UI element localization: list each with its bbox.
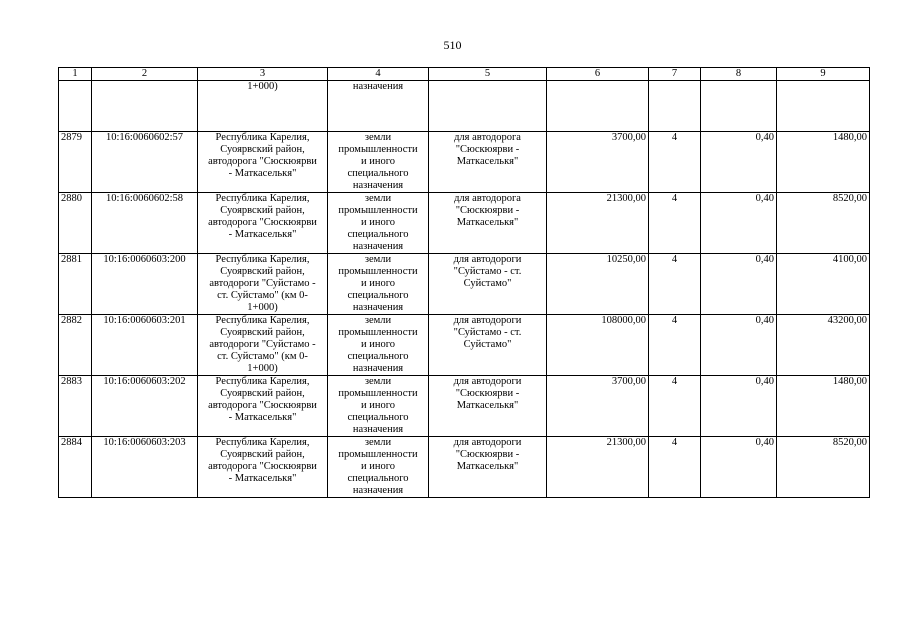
location-cell-line: Республика Карелия,: [215, 254, 310, 265]
location-cell-line: автодорога "Сюскюярви: [208, 461, 317, 472]
col9-cell: 43200,00: [777, 315, 870, 376]
location-cell-line: автодорога "Сюскюярви: [208, 156, 317, 167]
area-cell: 3700,00: [547, 132, 649, 193]
permitted-use-cell-line: для автодороги: [453, 437, 522, 448]
area-cell: 21300,00: [547, 437, 649, 498]
location-cell-line: ст. Суйстамо" (км 0-: [217, 351, 308, 362]
permitted-use-cell-line: "Сюскюярви -: [455, 144, 520, 155]
location-cell: 1+000): [198, 81, 328, 132]
permitted-use-cell: [429, 437, 547, 498]
land-registry-table: [58, 67, 870, 498]
cadastral-number-cell: 10:16:0060603:203: [92, 437, 198, 498]
location-cell-line: Суоярвский район,: [220, 327, 305, 338]
category-cell: [328, 254, 429, 315]
location-cell: [198, 132, 328, 193]
category-cell-line: назначения: [352, 180, 404, 191]
location-cell-line: - Маткаселькя": [228, 168, 297, 179]
col-header: 6: [547, 68, 649, 81]
col9-cell: 4100,00: [777, 254, 870, 315]
row-number-cell: 2884: [59, 437, 92, 498]
category-cell-line: промышленности: [338, 266, 418, 277]
location-cell-line: Республика Карелия,: [215, 193, 310, 204]
category-cell-line: и иного: [360, 217, 396, 228]
category-cell-line: назначения: [352, 363, 404, 374]
category-cell: [328, 376, 429, 437]
location-cell-line: - Маткаселькя": [228, 229, 297, 240]
category-cell-line: специального: [347, 473, 409, 484]
col8-cell: 0,40: [701, 193, 777, 254]
col7-cell: 4: [649, 376, 701, 437]
category-cell-line: промышленности: [338, 388, 418, 399]
table-row: [59, 437, 870, 498]
location-cell-line: Суоярвский район,: [220, 205, 305, 216]
cadastral-number-cell: 10:16:0060603:201: [92, 315, 198, 376]
category-cell-line: промышленности: [338, 327, 418, 338]
location-cell: [198, 315, 328, 376]
location-cell-line: автодорога "Сюскюярви: [208, 400, 317, 411]
permitted-use-cell-line: для автодорога: [454, 132, 521, 143]
col9-cell: 8520,00: [777, 193, 870, 254]
category-cell: назначения: [328, 81, 429, 132]
category-cell-line: земли: [364, 132, 392, 143]
category-cell-line: и иного: [360, 339, 396, 350]
permitted-use-cell-line: для автодороги: [453, 376, 522, 387]
col8-cell: 0,40: [701, 132, 777, 193]
col9-cell: 1480,00: [777, 132, 870, 193]
category-cell: [328, 315, 429, 376]
permitted-use-cell-line: для автодороги: [453, 315, 522, 326]
page-number: 510: [443, 38, 462, 52]
category-cell-line: и иного: [360, 278, 396, 289]
permitted-use-cell-line: "Суйстамо - ст.: [453, 266, 522, 277]
permitted-use-cell: [429, 132, 547, 193]
category-cell-line: и иного: [360, 461, 396, 472]
location-cell-line: Республика Карелия,: [215, 132, 310, 143]
cadastral-number-cell: 10:16:0060603:200: [92, 254, 198, 315]
category-cell-line: специального: [347, 412, 409, 423]
col-header: 2: [92, 68, 198, 81]
location-cell-line: 1+000): [247, 302, 278, 313]
category-cell-line: промышленности: [338, 449, 418, 460]
permitted-use-cell: [429, 315, 547, 376]
col9-cell: 8520,00: [777, 437, 870, 498]
category-cell-line: назначения: [352, 241, 404, 252]
table-row: [59, 254, 870, 315]
location-cell-line: автодороги "Суйстамо -: [209, 339, 316, 350]
category-cell-line: и иного: [360, 156, 396, 167]
permitted-use-cell-line: "Сюскюярви -: [455, 449, 520, 460]
category-cell-line: земли: [364, 315, 392, 326]
area-cell: 21300,00: [547, 193, 649, 254]
col-header: 3: [198, 68, 328, 81]
permitted-use-cell: [429, 376, 547, 437]
location-cell-line: Республика Карелия,: [215, 315, 310, 326]
category-cell-line: назначения: [352, 302, 404, 313]
col-header: 4: [328, 68, 429, 81]
row-number-cell: 2881: [59, 254, 92, 315]
table-row: [59, 132, 870, 193]
cadastral-number-cell: 10:16:0060602:58: [92, 193, 198, 254]
permitted-use-cell-line: Маткаселькя": [456, 156, 519, 167]
continuation-row: [59, 81, 870, 132]
col7-cell: 4: [649, 254, 701, 315]
table-row: [59, 193, 870, 254]
location-cell-line: Суоярвский район,: [220, 388, 305, 399]
col7-cell: 4: [649, 132, 701, 193]
permitted-use-cell-line: Маткаселькя": [456, 217, 519, 228]
category-cell-line: специального: [347, 290, 409, 301]
category-cell: [328, 132, 429, 193]
category-cell-line: специального: [347, 168, 409, 179]
permitted-use-cell-line: Суйстамо": [463, 278, 512, 289]
permitted-use-cell-line: "Сюскюярви -: [455, 205, 520, 216]
col8-cell: 0,40: [701, 437, 777, 498]
category-cell-line: специального: [347, 351, 409, 362]
col7-cell: 4: [649, 193, 701, 254]
col-header: 7: [649, 68, 701, 81]
col9-cell: 1480,00: [777, 376, 870, 437]
permitted-use-cell-line: для автодороги: [453, 254, 522, 265]
table-row: [59, 315, 870, 376]
category-cell-line: земли: [364, 254, 392, 265]
permitted-use-cell: [429, 193, 547, 254]
table-row: [59, 376, 870, 437]
col8-cell: 0,40: [701, 376, 777, 437]
row-number-cell: 2880: [59, 193, 92, 254]
category-cell-line: промышленности: [338, 144, 418, 155]
category-cell-line: специального: [347, 229, 409, 240]
location-cell-line: - Маткаселькя": [228, 412, 297, 423]
permitted-use-cell-line: "Сюскюярви -: [455, 388, 520, 399]
row-number-cell: 2882: [59, 315, 92, 376]
row-number-cell: 2879: [59, 132, 92, 193]
permitted-use-cell-line: для автодорога: [454, 193, 521, 204]
header-row: [59, 68, 870, 81]
location-cell-line: Суоярвский район,: [220, 449, 305, 460]
category-cell-line: назначения: [352, 424, 404, 435]
permitted-use-cell-line: Суйстамо": [463, 339, 512, 350]
col8-cell: 0,40: [701, 315, 777, 376]
location-cell-line: автодорога "Сюскюярви: [208, 217, 317, 228]
category-cell-line: земли: [364, 376, 392, 387]
permitted-use-cell-line: "Суйстамо - ст.: [453, 327, 522, 338]
location-cell-line: ст. Суйстамо" (км 0-: [217, 290, 308, 301]
category-cell: [328, 437, 429, 498]
area-cell: 10250,00: [547, 254, 649, 315]
category-cell-line: назначения: [352, 485, 404, 496]
col-header: 9: [777, 68, 870, 81]
location-cell-line: - Маткаселькя": [228, 473, 297, 484]
col7-cell: 4: [649, 315, 701, 376]
location-cell-line: Республика Карелия,: [215, 376, 310, 387]
location-cell-line: Суоярвский район,: [220, 266, 305, 277]
row-number-cell: 2883: [59, 376, 92, 437]
category-cell-line: земли: [364, 437, 392, 448]
location-cell-line: 1+000): [247, 363, 278, 374]
location-cell: [198, 193, 328, 254]
location-cell: [198, 254, 328, 315]
permitted-use-cell-line: Маткаселькя": [456, 461, 519, 472]
permitted-use-cell: [429, 254, 547, 315]
area-cell: 3700,00: [547, 376, 649, 437]
col8-cell: 0,40: [701, 254, 777, 315]
location-cell-line: Суоярвский район,: [220, 144, 305, 155]
location-cell-line: Республика Карелия,: [215, 437, 310, 448]
category-cell: [328, 193, 429, 254]
col-header: 8: [701, 68, 777, 81]
category-cell-line: промышленности: [338, 205, 418, 216]
category-cell-line: земли: [364, 193, 392, 204]
permitted-use-cell-line: Маткаселькя": [456, 400, 519, 411]
col-header: 5: [429, 68, 547, 81]
area-cell: 108000,00: [547, 315, 649, 376]
location-cell: [198, 376, 328, 437]
category-cell-line: и иного: [360, 400, 396, 411]
location-cell: [198, 437, 328, 498]
cadastral-number-cell: 10:16:0060603:202: [92, 376, 198, 437]
location-cell-line: автодороги "Суйстамо -: [209, 278, 316, 289]
col7-cell: 4: [649, 437, 701, 498]
cadastral-number-cell: 10:16:0060602:57: [92, 132, 198, 193]
col-header: 1: [59, 68, 92, 81]
